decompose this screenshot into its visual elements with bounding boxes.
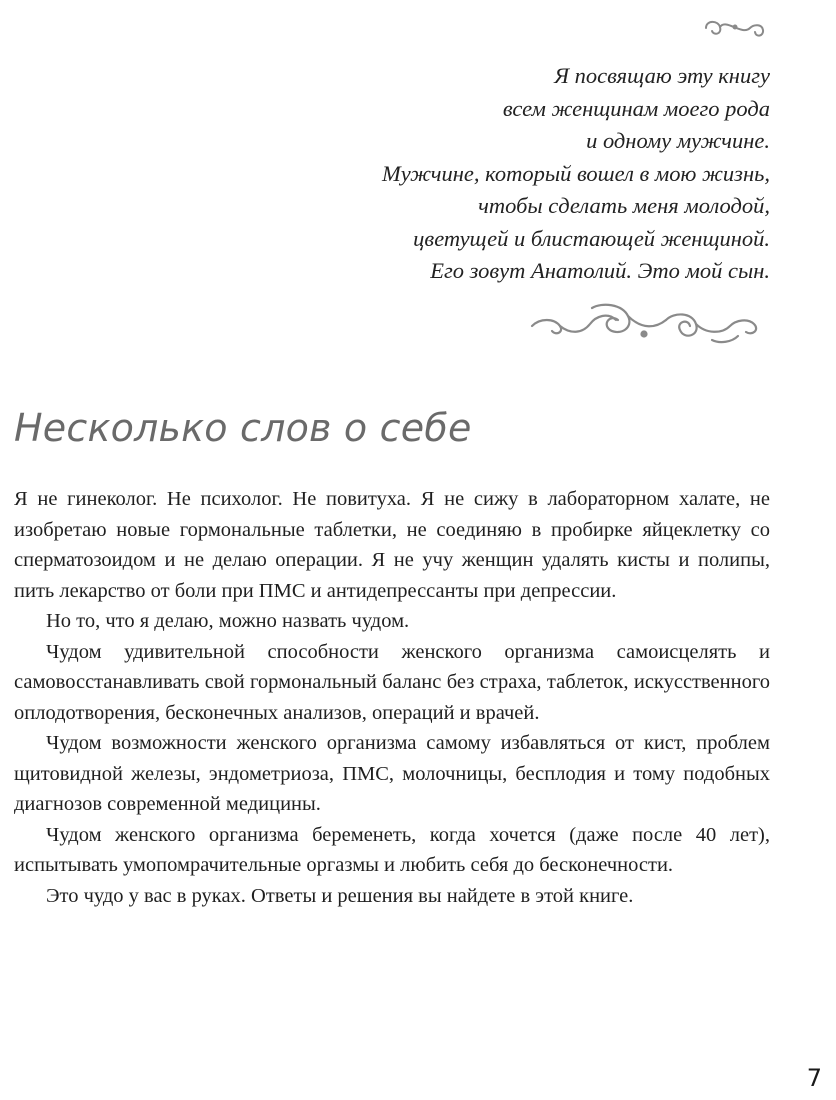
dedication-line: и одному мужчине. <box>586 128 770 153</box>
dedication <box>210 60 770 288</box>
body-text <box>14 484 770 911</box>
paragraph: Это чудо у вас в руках. Ответы и решения вы найдете в этой книге. <box>46 884 634 907</box>
paragraph: Чудом возможности женского организма самому избавляться от кист, проблем щитовидной железы, эндометриоза, ПМС, молочницы, бесплодия и тому подобных диагнозов современной медицины. <box>14 732 770 815</box>
dedication-line: чтобы сделать меня молодой, <box>478 193 770 218</box>
dedication-line: Его зовут Анатолий. Это мой сын. <box>430 258 770 283</box>
paragraph: Но то, что я делаю, можно назвать чудом. <box>46 610 410 632</box>
swirl-ornament-icon <box>526 300 770 350</box>
dedication-line: Мужчине, который вошел в мою жизнь, <box>381 160 770 186</box>
dedication-line: Я посвящаю эту книгу <box>554 63 770 88</box>
page-number: 7 <box>806 1064 822 1092</box>
section-heading: Несколько слов о себе <box>14 406 472 450</box>
paragraph: Я не гинеколог. Не психолог. Не повитуха. Я не сижу в лабораторном халате, не изобретаю новые гормональные таблетки, не соединяю в пробирке яйцеклетку со сперматозоидом и не делаю операции. Я не учу женщин удалять кисты и полипы, пить лекарство от боли при ПМС и антидепрессанты при депрессии. <box>14 488 770 602</box>
dedication-line: всем женщинам моего рода <box>502 95 770 121</box>
dedication-line: цветущей и блистающей женщиной. <box>413 225 770 251</box>
paragraph: Чудом удивительной способности женского организма самоисцелять и самовосстанавливать свой гормональный баланс без страха, таблеток, искусственного оплодотворения, бесконечных анализов, операций и врачей. <box>14 640 770 724</box>
paragraph: Чудом женского организма беременеть, когда хочется (даже после 40 лет), испытывать умопомрачительные оргазмы и любить себя до бесконечности. <box>14 823 770 876</box>
swirl-ornament-icon <box>700 12 770 44</box>
